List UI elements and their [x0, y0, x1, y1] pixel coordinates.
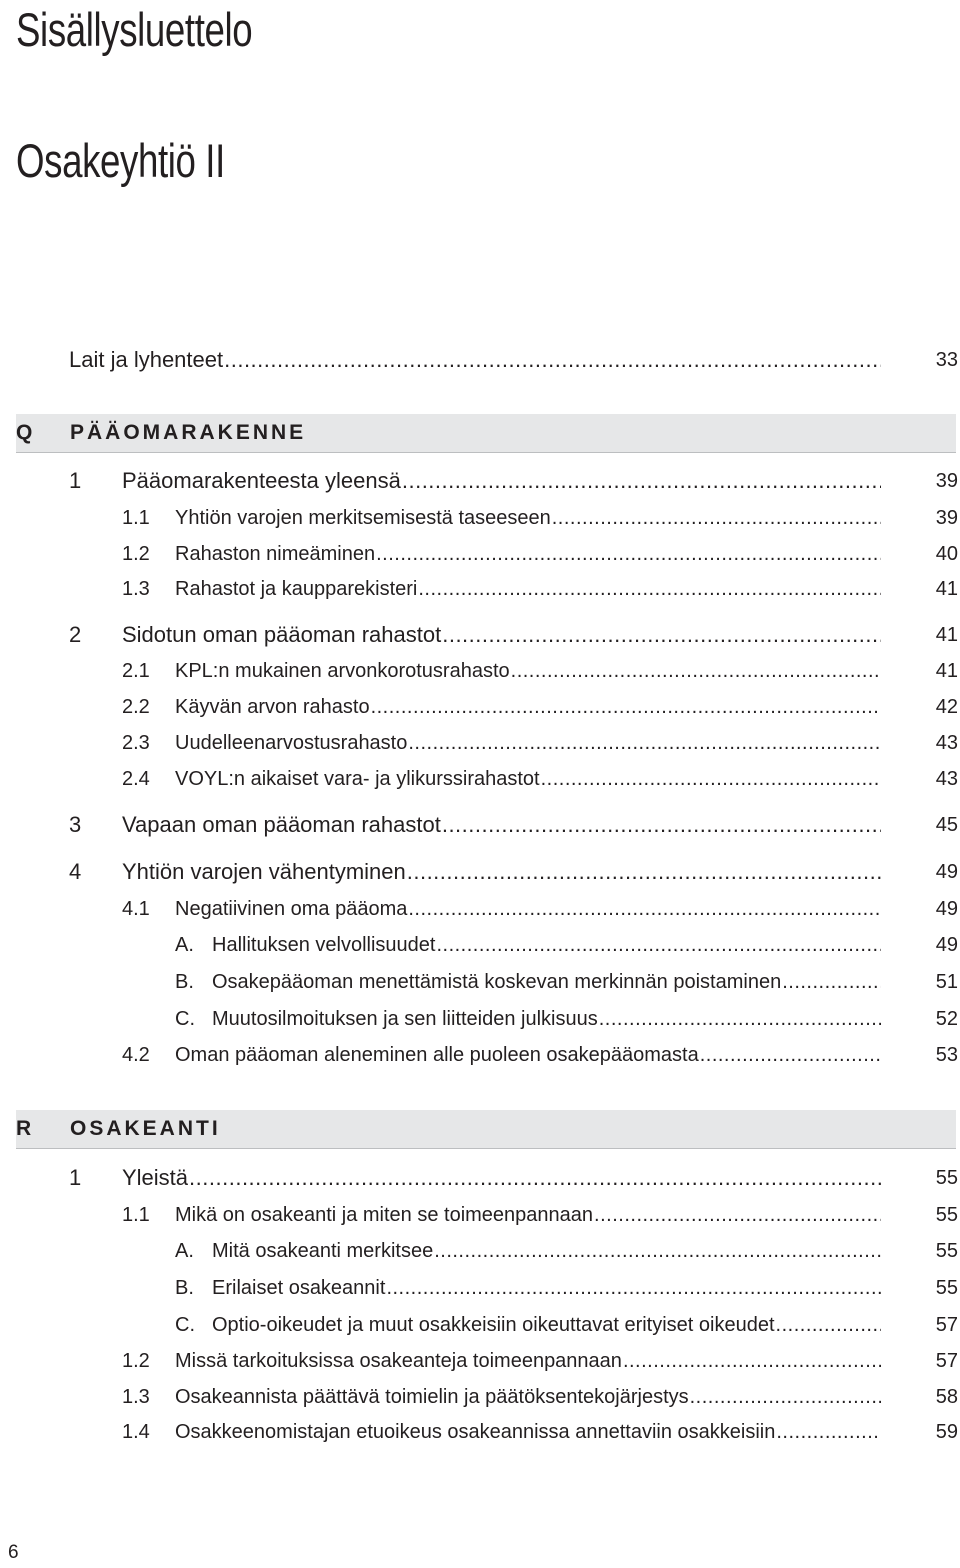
section-heading: OSAKEANTI — [70, 1117, 221, 1140]
toc-entry-text — [122, 620, 881, 650]
dot-leader — [541, 764, 881, 794]
toc-entry-number: 1 — [69, 1165, 82, 1190]
toc-entry-text — [122, 810, 881, 840]
toc-entry[interactable] — [0, 574, 960, 604]
toc-entry-label: Rahaston nimeäminen — [175, 543, 376, 565]
dot-leader — [402, 466, 881, 496]
toc-entry-text — [122, 1163, 881, 1193]
toc-page-number: 43 — [935, 768, 958, 790]
dot-leader — [408, 728, 881, 758]
toc-entry-label: Lait ja lyhenteet — [69, 347, 224, 372]
dot-leader — [552, 503, 881, 533]
toc-page-number: 55 — [935, 1277, 958, 1299]
toc-page-number: 42 — [935, 696, 958, 718]
toc-entry-label: Osakeannista päättävä toimielin ja päätöksentekojärjestys — [175, 1386, 689, 1408]
toc-entry-number: 3 — [69, 812, 82, 837]
toc-entry-number: A. — [175, 934, 194, 956]
book-subtitle: Osakeyhtiö II — [16, 134, 225, 187]
toc-entry-text — [69, 345, 881, 375]
section-bar-r — [16, 1110, 956, 1149]
section-letter: Q — [16, 421, 33, 444]
toc-entry-number: 2.1 — [122, 660, 150, 682]
toc-entry-text — [175, 656, 881, 686]
toc-entry-number: 4 — [69, 859, 82, 884]
toc-entry-label: Missä tarkoituksissa osakeanteja toimeenpannaan — [175, 1350, 622, 1372]
toc-entry[interactable] — [0, 1273, 960, 1303]
toc-entry-number: 1.2 — [122, 1350, 150, 1372]
toc-entry[interactable] — [0, 1310, 960, 1340]
dot-leader — [189, 1163, 881, 1193]
toc-entry-number: 1.2 — [122, 543, 150, 565]
page-number: 6 — [8, 1542, 19, 1563]
dot-leader — [408, 894, 881, 924]
dot-leader — [623, 1346, 881, 1376]
toc-entry[interactable] — [0, 1236, 960, 1266]
toc-page-number: 39 — [935, 470, 958, 492]
dot-leader — [224, 345, 881, 375]
toc-entry-number: 4.1 — [122, 898, 150, 920]
dot-leader — [782, 967, 881, 997]
toc-entry[interactable] — [0, 1004, 960, 1034]
toc-entry-text — [212, 967, 881, 997]
toc-entry-label: Optio-oikeudet ja muut osakkeisiin oikeuttavat erityiset oikeudet — [212, 1314, 775, 1336]
toc-entry-number: 1 — [69, 468, 82, 493]
toc-page-number: 53 — [935, 1044, 958, 1066]
toc-entry-text — [175, 503, 881, 533]
section-bar-q — [16, 414, 956, 453]
toc-entry-text — [175, 574, 881, 604]
toc-page-number: 52 — [935, 1008, 958, 1030]
toc-entry-label: Rahastot ja kaupparekisteri — [175, 578, 418, 600]
toc-entry-label: Yhtiön varojen merkitsemisestä taseeseen — [175, 507, 551, 529]
toc-entry[interactable] — [0, 620, 960, 650]
toc-entry-number: B. — [175, 1277, 194, 1299]
toc-page-number: 33 — [935, 349, 958, 371]
toc-entry-text — [175, 1382, 881, 1412]
dot-leader — [776, 1417, 881, 1447]
toc-page-number: 57 — [935, 1314, 958, 1336]
toc-page-number: 55 — [935, 1204, 958, 1226]
dot-leader — [442, 810, 881, 840]
toc-entry-text — [175, 692, 881, 722]
toc-entry-number: 2.2 — [122, 696, 150, 718]
toc-page-number: 49 — [935, 934, 958, 956]
dot-leader — [599, 1004, 881, 1034]
toc-entry[interactable] — [0, 692, 960, 722]
toc-entry-label: Käyvän arvon rahasto — [175, 696, 370, 718]
toc-entry-text — [212, 1273, 881, 1303]
dot-leader — [690, 1382, 881, 1412]
toc-entry-text — [212, 1236, 881, 1266]
toc-entry-number: 4.2 — [122, 1044, 150, 1066]
toc-entry-text — [212, 930, 881, 960]
toc-entry[interactable] — [0, 894, 960, 924]
toc-entry-label: Mitä osakeanti merkitsee — [212, 1240, 434, 1262]
toc-entry-label: Negatiivinen oma pääoma — [175, 898, 408, 920]
toc-entry[interactable] — [0, 1200, 960, 1230]
toc-entry-label: Oman pääoman aleneminen alle puoleen osakepääomasta — [175, 1044, 699, 1066]
toc-entry-label: Muutosilmoituksen ja sen liitteiden julkisuus — [212, 1008, 598, 1030]
toc-entry-label: Yhtiön varojen vähentyminen — [122, 859, 406, 884]
toc-entry[interactable] — [0, 728, 960, 758]
toc-entry-label: Vapaan oman pääoman rahastot — [122, 812, 441, 837]
dot-leader — [594, 1200, 881, 1230]
toc-page-number: 59 — [935, 1421, 958, 1443]
toc-entry-number: C. — [175, 1008, 195, 1030]
toc-entry-label: Osakepääoman menettämistä koskevan merkinnän poistaminen — [212, 971, 782, 993]
toc-page-number: 55 — [935, 1167, 958, 1189]
toc-entry-number: 1.3 — [122, 1386, 150, 1408]
toc-page-number: 39 — [935, 507, 958, 529]
section-heading: PÄÄOMARAKENNE — [70, 421, 307, 444]
toc-entry-number: A. — [175, 1240, 194, 1262]
toc-entry-text — [175, 728, 881, 758]
toc-entry-label: Osakkeenomistajan etuoikeus osakeannissa annettaviin osakkeisiin — [175, 1421, 776, 1443]
toc-page-number: 45 — [935, 814, 958, 836]
toc-page-number: 51 — [935, 971, 958, 993]
dot-leader — [436, 930, 881, 960]
dot-leader — [511, 656, 881, 686]
toc-entry-text — [212, 1004, 881, 1034]
toc-entry-number: 2.3 — [122, 732, 150, 754]
toc-entry-number: 2.4 — [122, 768, 150, 790]
toc-page-number: 41 — [935, 660, 958, 682]
toc-title: Sisällysluettelo — [16, 3, 253, 56]
toc-entry[interactable] — [0, 810, 960, 840]
toc-entry-number: 1.4 — [122, 1421, 150, 1443]
toc-entry-number: B. — [175, 971, 194, 993]
toc-entry-abbreviations[interactable] — [0, 345, 960, 375]
dot-leader — [700, 1040, 881, 1070]
toc-entry[interactable] — [0, 764, 960, 794]
toc-entry[interactable] — [0, 1382, 960, 1412]
toc-entry-number: 2 — [69, 622, 82, 647]
toc-page-number: 41 — [935, 624, 958, 646]
toc-entry-label: Hallituksen velvollisuudet — [212, 934, 436, 956]
toc-entry-label: Erilaiset osakeannit — [212, 1277, 386, 1299]
toc-entry[interactable] — [0, 967, 960, 997]
dot-leader — [434, 1236, 881, 1266]
toc-entry-text — [212, 1310, 881, 1340]
toc-entry[interactable] — [0, 466, 960, 496]
toc-entry[interactable] — [0, 1417, 960, 1447]
toc-entry-number: 1.1 — [122, 507, 150, 529]
dot-leader — [776, 1310, 881, 1340]
dot-leader — [386, 1273, 881, 1303]
toc-page-number: 40 — [935, 543, 958, 565]
toc-entry-text — [175, 1417, 881, 1447]
toc-entry[interactable] — [0, 930, 960, 960]
toc-page-number: 55 — [935, 1240, 958, 1262]
section-letter: R — [16, 1117, 32, 1140]
toc-entry-number: C. — [175, 1314, 195, 1336]
toc-entry[interactable] — [0, 539, 960, 569]
dot-leader — [442, 620, 881, 650]
toc-entry-number: 1.1 — [122, 1204, 150, 1226]
dot-leader — [371, 692, 881, 722]
dot-leader — [407, 857, 881, 887]
toc-entry-label: Sidotun oman pääoman rahastot — [122, 622, 442, 647]
toc-entry-label: Pääomarakenteesta yleensä — [122, 468, 401, 493]
toc-entry-text — [122, 466, 881, 496]
toc-entry-text — [175, 539, 881, 569]
toc-entry-text — [122, 857, 881, 887]
toc-entry-text — [175, 1346, 881, 1376]
toc-page-number: 41 — [935, 578, 958, 600]
toc-entry[interactable] — [0, 1163, 960, 1193]
toc-entry[interactable] — [0, 503, 960, 533]
toc-page-number: 43 — [935, 732, 958, 754]
toc-entry-text — [175, 764, 881, 794]
toc-entry-label: Uudelleenarvostusrahasto — [175, 732, 408, 754]
toc-entry-label: VOYL:n aikaiset vara- ja ylikurssirahastot — [175, 768, 540, 790]
toc-entry-text — [175, 1040, 881, 1070]
toc-entry-label: Yleistä — [122, 1165, 189, 1190]
toc-entry[interactable] — [0, 1040, 960, 1070]
toc-entry-label: Mikä on osakeanti ja miten se toimeenpannaan — [175, 1204, 594, 1226]
toc-page-number: 49 — [935, 861, 958, 883]
toc-page-number: 58 — [935, 1386, 958, 1408]
toc-page-number: 49 — [935, 898, 958, 920]
toc-entry-text — [175, 894, 881, 924]
dot-leader — [418, 574, 881, 604]
toc-entry[interactable] — [0, 656, 960, 686]
toc-entry[interactable] — [0, 857, 960, 887]
toc-entry-text — [175, 1200, 881, 1230]
toc-page-number: 57 — [935, 1350, 958, 1372]
toc-entry-number: 1.3 — [122, 578, 150, 600]
toc-entry-label: KPL:n mukainen arvonkorotusrahasto — [175, 660, 510, 682]
toc-entry[interactable] — [0, 1346, 960, 1376]
dot-leader — [376, 539, 881, 569]
